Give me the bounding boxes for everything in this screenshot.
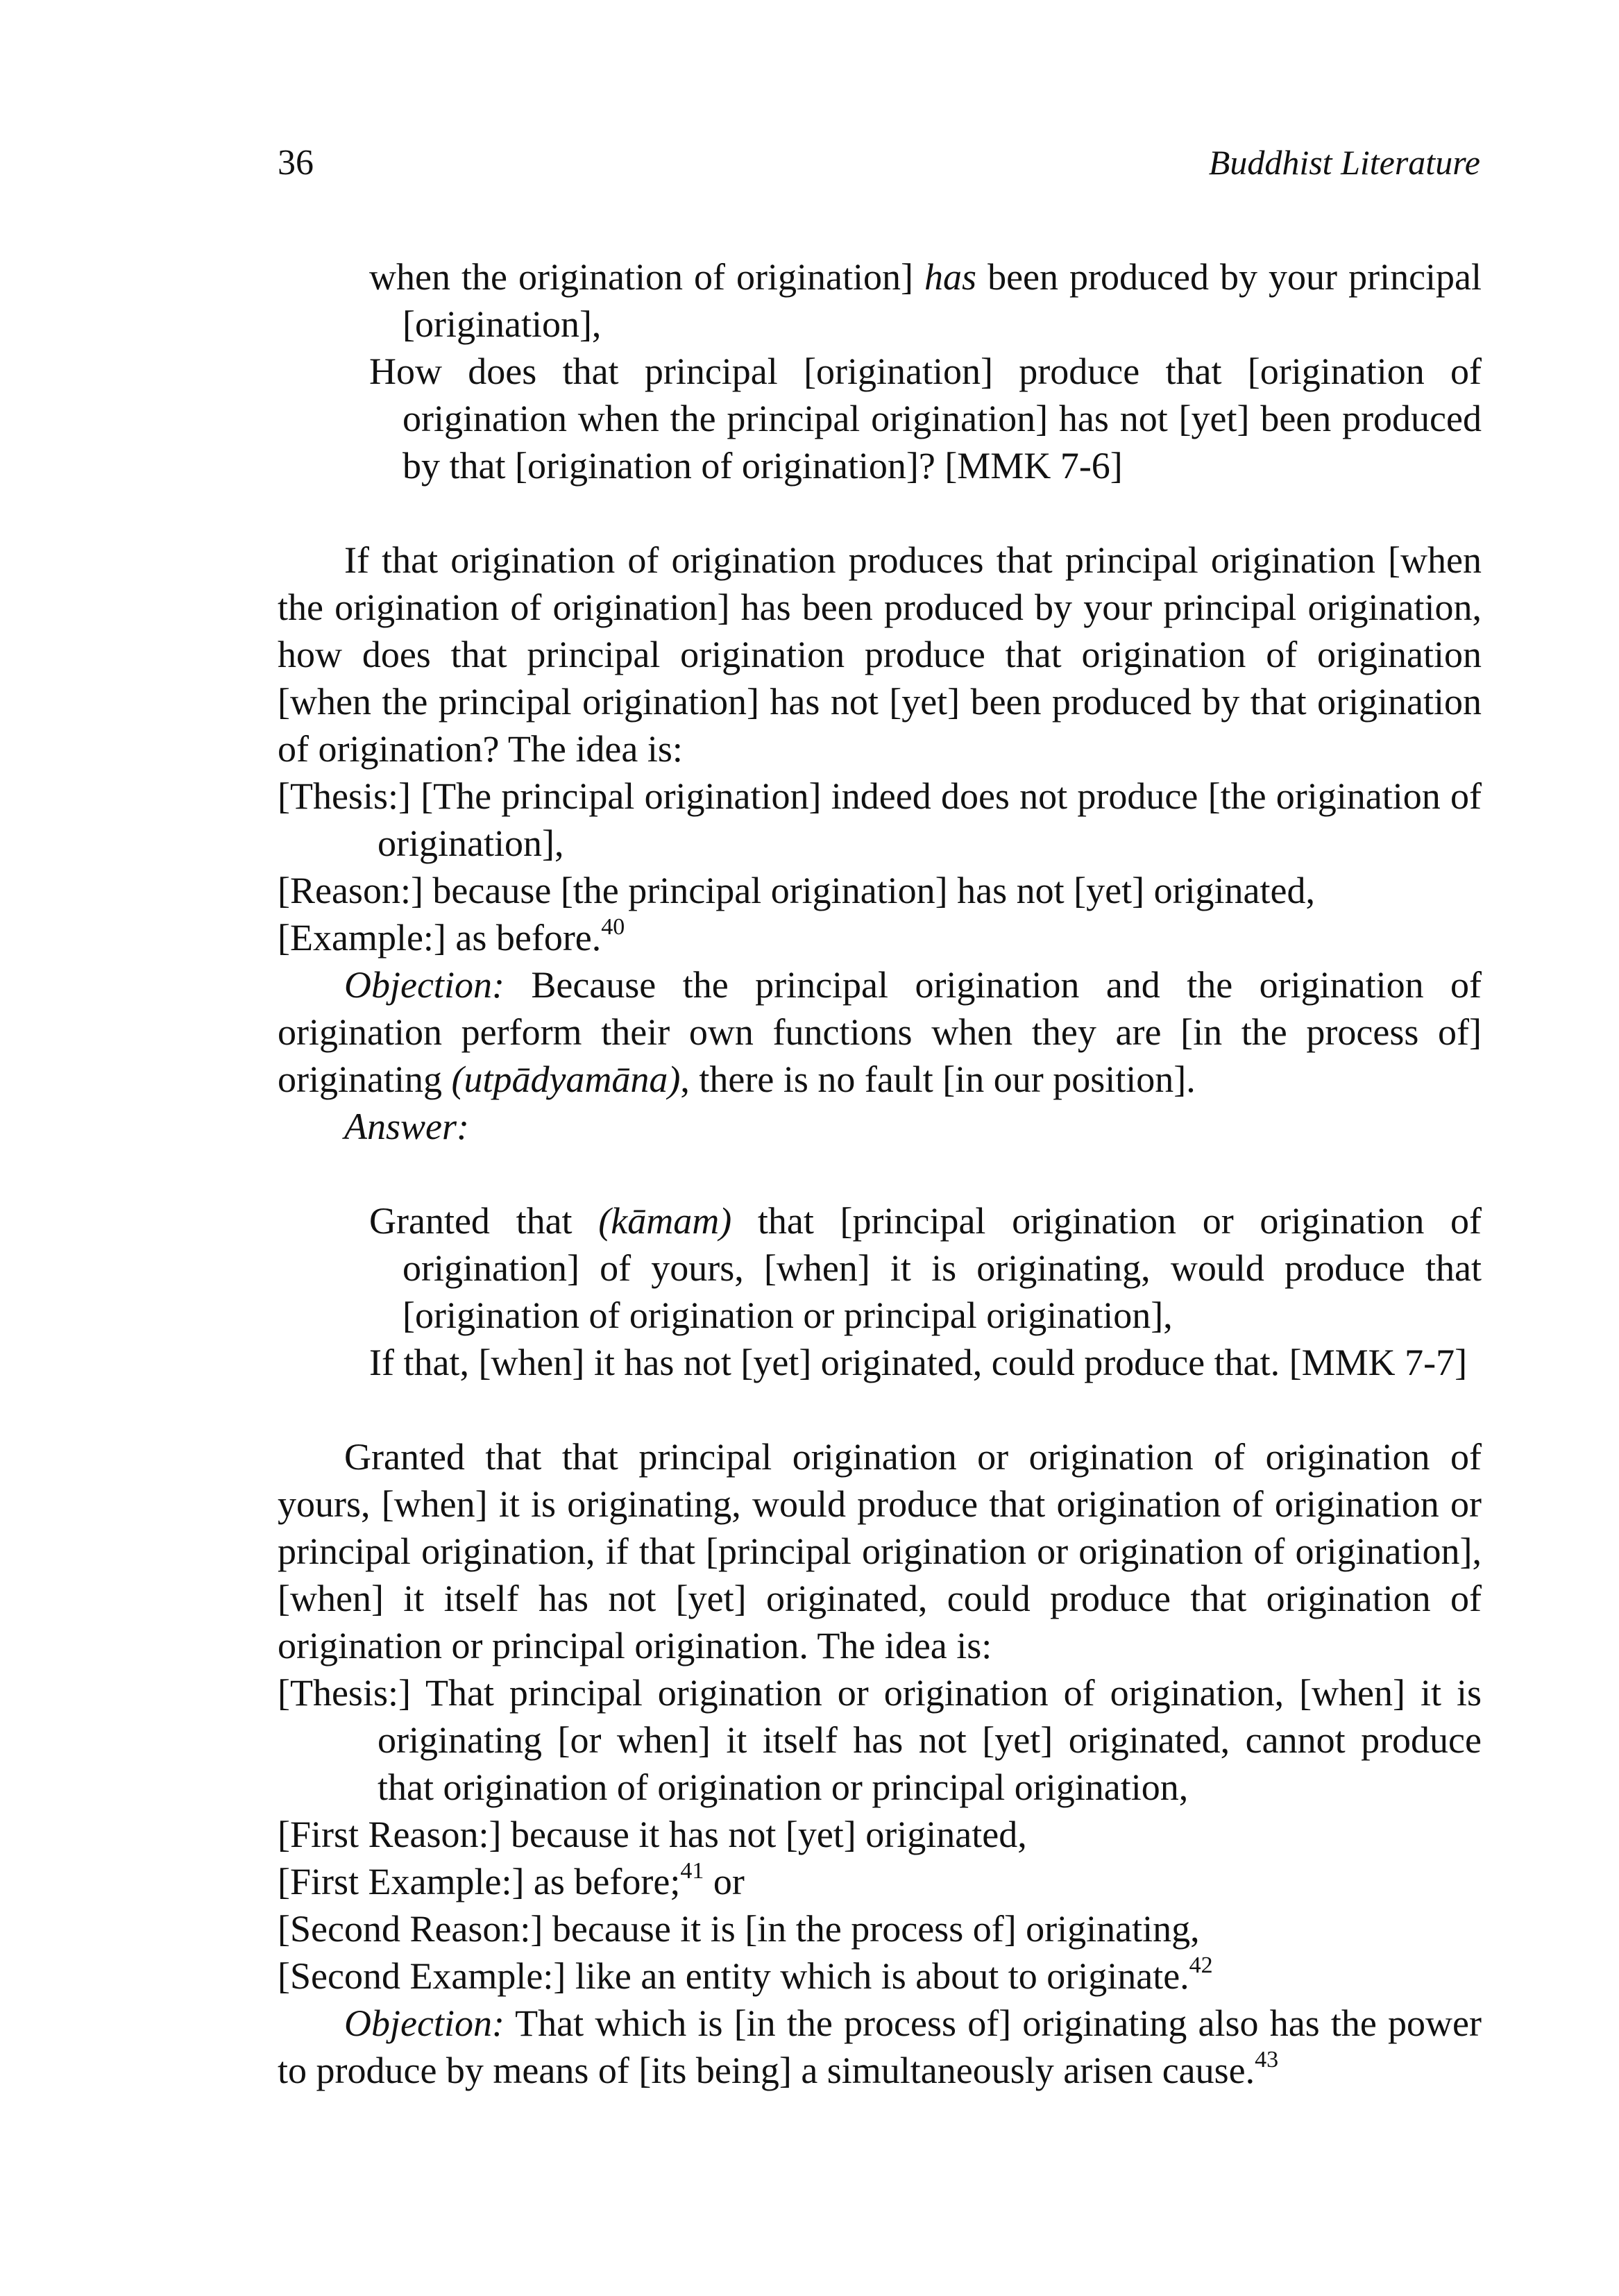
paragraph: If that origination of origination produces that principal origination [when the origination of origination] has been produced by your principal origination, how does that principal origination produce that origination of origination [when the principal origination] has not [yet] been produced by that origination of origination? The idea is: [278,539,1482,770]
objection-text: Because the principal origination and the origination of origination perform their own functions when they are [in the process of] originating [278,964,1482,1100]
verse-text: Granted that [369,1200,599,1242]
spacer [278,1150,1482,1197]
thesis-line: [Thesis:] [The principal origination] indeed does not produce [the origination of origination], [278,775,1482,864]
footnote-ref: 43 [1255,2047,1279,2073]
objection-text: , there is no fault [in our position]. [680,1058,1196,1100]
footnote-ref: 41 [680,1858,704,1884]
reason-line: [Second Reason:] because it is [in the process of] originating, [278,1908,1200,1950]
objection-paragraph [278,961,1482,1103]
objection-paragraph [278,2000,1482,2094]
footnote-ref: 40 [601,914,625,940]
thesis-line: [Thesis:] That principal origination or origination of origination, [when] it is originating [or when] it itself has not [yet] originated, cannot produce that origination of origination or principal origination, [278,1672,1482,1808]
objection-label: Objection: [344,964,505,1006]
verse-text: when the origination of origination] [369,256,925,298]
example-line [278,914,1482,961]
example-line [278,1952,1482,2000]
running-title: Buddhist Literature [1208,143,1480,182]
objection-text: That which is [in the process of] originating also has the power to produce by means of [its being] a simultaneously arisen cause. [278,2002,1482,2091]
spacer [278,489,1482,537]
body-text [278,253,1482,2094]
sanskrit-term: (utpādyamāna) [451,1058,681,1100]
verse-text: that [principal origination or origination of origination] of yours, [when] it is originating, would produce that [origination of origination or principal origination], [402,1200,1482,1336]
sanskrit-term: (kāmam) [598,1200,732,1242]
verse-line: How does that principal [origination] produce that [origination of origination when the principal origination] has not [yet] been produced by that [origination of origination]? [MMK 7-6] [369,351,1482,487]
verse-line [369,253,1482,348]
example-text: [Example:] as before. [278,917,602,959]
example-text: [First Example:] as before; [278,1861,681,1902]
answer-label [278,1103,1482,1150]
verse-line: If that, [when] it has not [yet] originated, could produce that. [MMK 7-7] [369,1342,1468,1383]
page-header [278,142,1480,198]
reason-line: [Reason:] because [the principal origination] has not [yet] originated, [278,870,1315,911]
objection-label: Objection: [344,2002,505,2044]
answer-text: Answer: [344,1106,469,1147]
verse-mmk-7-7 [278,1197,1482,1386]
emphasis: has [924,256,977,298]
verse-mmk-7-6 [278,253,1482,489]
spacer [278,1386,1482,1433]
verse-line [369,1197,1482,1339]
paragraph: Granted that that principal origination or origination of origination of yours, [when] it is originating, would produce that origination of origination or principal origination, if that [principal origination or origination of origination], [when] it itself has not [yet] originated, could produce that origination of origination or principal origination. The idea is: [278,1436,1482,1666]
example-text: [Second Example:] like an entity which is about to originate. [278,1955,1189,1997]
footnote-ref: 42 [1189,1952,1213,1978]
page-number: 36 [278,143,314,183]
reason-line: [First Reason:] because it has not [yet] originated, [278,1814,1027,1855]
example-line [278,1858,1482,1905]
verse-text: been produced by your principal [origination], [402,256,1482,345]
example-text: or [704,1861,745,1902]
